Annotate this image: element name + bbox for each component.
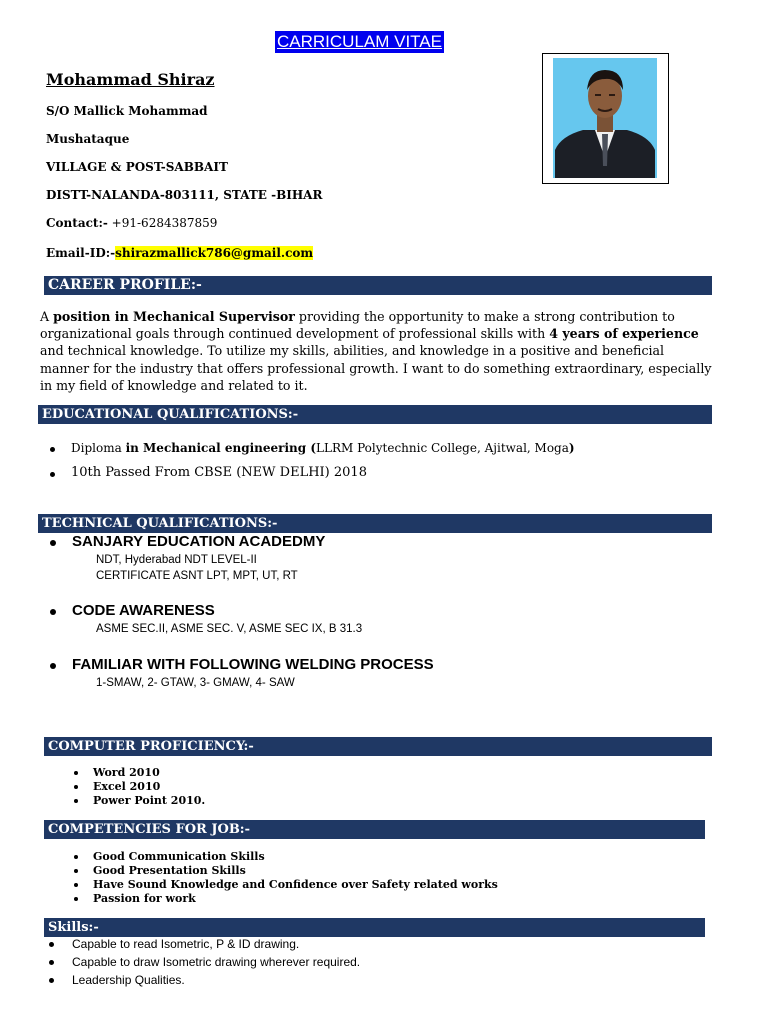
skills-heading: Skills:- [44, 918, 705, 937]
technical-line: NDT, Hyderabad NDT LEVEL-II [96, 554, 257, 566]
technical-group-title: CODE AWARENESS [40, 602, 700, 619]
career-profile-text [40, 308, 716, 394]
computer-list [70, 766, 205, 808]
education-item: Diploma in Mechanical engineering (LLRM Polytechnic College, Ajitwal, Moga) [40, 440, 575, 456]
career-profile-heading: CAREER PROFILE:- [44, 276, 712, 295]
computer-item: Word 2010 [70, 766, 205, 780]
competencies-heading: COMPETENCIES FOR JOB:- [44, 820, 705, 839]
address-line-3: VILLAGE & POST-SABBAIT [46, 160, 228, 174]
technical-group-title: SANJARY EDUCATION ACADEDMY [40, 533, 700, 550]
competency-item: Have Sound Knowledge and Confidence over Safety related works [70, 878, 498, 892]
portrait-photo-icon [553, 58, 657, 178]
email-line [46, 246, 313, 260]
technical-group-1 [40, 533, 700, 584]
computer-heading: COMPUTER PROFICIENCY:- [44, 737, 712, 756]
education-heading: EDUCATIONAL QUALIFICATIONS:- [38, 405, 712, 424]
career-text-3: providing the opportunity to make a strong contribution to organizational goals through continued development of professional skills with [40, 309, 675, 342]
technical-group-title: FAMILIAR WITH FOLLOWING WELDING PROCESS [40, 656, 700, 673]
address-line-4: DISTT-NALANDA-803111, STATE -BIHAR [46, 188, 323, 202]
technical-line: 1-SMAW, 2- GTAW, 3- GMAW, 4- SAW [96, 677, 295, 689]
education-list [40, 440, 575, 481]
skill-item: Leadership Qualities. [40, 971, 360, 989]
technical-line: CERTIFICATE ASNT LPT, MPT, UT, RT [96, 570, 298, 582]
address-line-2: Mushataque [46, 132, 130, 146]
contact-line [46, 216, 217, 230]
address-line-1: S/O Mallick Mohammad [46, 104, 208, 118]
email-address: shirazmallick786@gmail.com [115, 246, 314, 260]
competencies-list [70, 850, 498, 906]
competency-item: Good Presentation Skills [70, 864, 498, 878]
skill-item: Capable to read Isometric, P & ID drawing. [40, 935, 360, 953]
profile-photo [542, 53, 669, 184]
contact-label: Contact:- [46, 216, 108, 230]
career-text-4: 4 years of experience [549, 326, 699, 342]
career-text-5: and technical knowledge. To utilize my skills, abilities, and knowledge in a positive and beneficial manner for the industry that offers professional growth. I want to do something extraordinary, especially in my field of knowledge and related to it. [40, 343, 712, 393]
technical-group-2 [40, 602, 700, 637]
competency-item: Passion for work [70, 892, 498, 906]
computer-item: Power Point 2010. [70, 794, 205, 808]
skill-item: Capable to draw Isometric drawing wherever required. [40, 953, 360, 971]
computer-item: Excel 2010 [70, 780, 205, 794]
contact-phone: +91-6284387859 [107, 216, 218, 230]
career-text-2: position in Mechanical Supervisor [53, 309, 295, 324]
technical-group-3 [40, 656, 700, 691]
career-text-1: A [40, 309, 54, 324]
education-item: 10th Passed From CBSE (NEW DELHI) 2018 [40, 465, 575, 481]
document-title: CARRICULAM VITAE [277, 32, 442, 51]
technical-heading: TECHNICAL QUALIFICATIONS:- [38, 514, 712, 533]
competency-item: Good Communication Skills [70, 850, 498, 864]
email-label: Email-ID:- [46, 246, 116, 260]
candidate-name: Mohammad Shiraz [46, 70, 215, 89]
technical-line: ASME SEC.II, ASME SEC. V, ASME SEC IX, B 31.3 [96, 623, 363, 635]
skills-list [40, 935, 360, 989]
